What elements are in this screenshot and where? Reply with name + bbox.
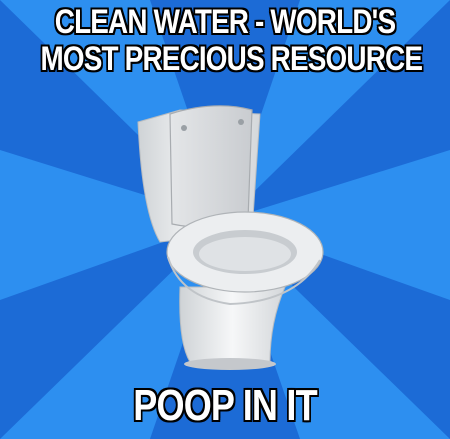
top-caption-line-1: CLEAN WATER - WORLD'S (54, 3, 396, 41)
top-caption (40, 3, 423, 78)
toilet-icon (120, 92, 330, 377)
bottom-caption: POOP IN IT (133, 381, 317, 430)
top-caption-line-2: MOST PRECIOUS RESOURCE (40, 40, 423, 78)
